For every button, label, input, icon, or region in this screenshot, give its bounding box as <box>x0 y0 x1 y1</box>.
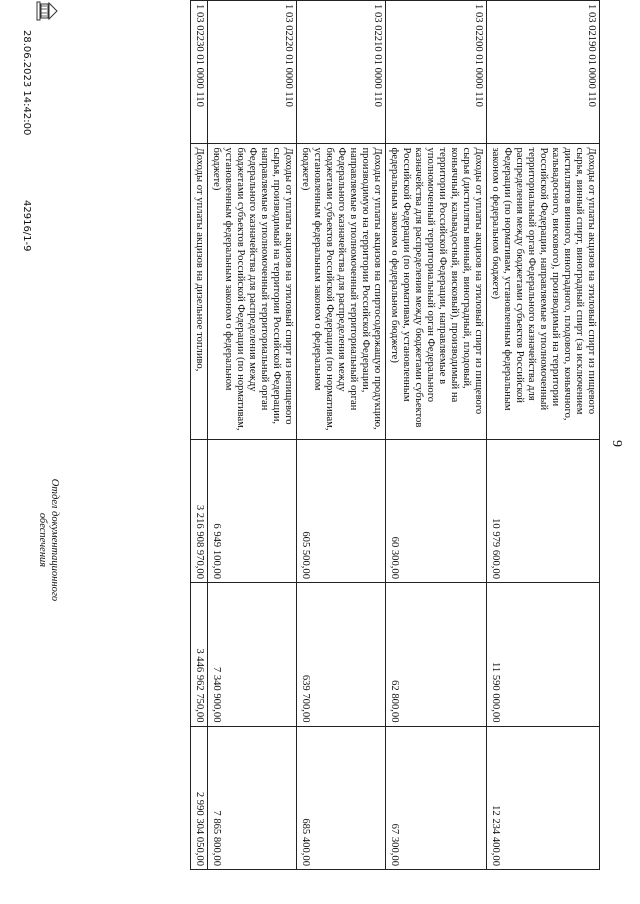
row-code: 1 03 02210 01 0000 110 <box>297 1 386 144</box>
table-row <box>191 1 208 870</box>
footer-doc-code: 42916/1-9 <box>21 200 32 252</box>
row-value-2: 639 700,00 <box>297 583 386 726</box>
table-row <box>487 1 600 870</box>
row-value-1: 605 500,00 <box>297 439 386 582</box>
table-row <box>386 1 487 870</box>
footer-date: 28.06.2023 14:42:00 <box>21 30 32 136</box>
row-name: Доходы от уплаты акцизов на этиловый спирт из пищевого сырья (дистилляты винный, виноградный, плодовый, коньячный, кальвадосный, висковый), производимый на территории Российской Федерации, направляемые в уполномоченный территориальный орган Федерального казначейства для распределения между бюджетами субъектов Российской Федерации (по нормативам, установленным федеральным законом о федеральном бюджете) <box>386 144 487 439</box>
row-value-3: 7 865 800,00 <box>208 726 297 870</box>
row-value-3: 12 234 400,00 <box>487 726 600 870</box>
row-name: Доходы от уплаты акцизов на этиловый спирт из пищевого сырья, винный спирт, виноградный спирт (за исключением дистиллятов винного, виноградного, плодового, коньячного, кальвадосного, вискового), производимый на территории Российской Федерации, направляемые в уполномоченный территориальный орган Федерального казначейства для распределения между бюджетами субъектов Российской Федерации (по нормативам, установленным федеральным законом о федеральном бюджете) <box>487 144 600 439</box>
table-row <box>208 1 297 870</box>
page-footer <box>10 0 80 904</box>
duma-emblem-icon <box>34 0 60 22</box>
row-code: 1 03 02190 01 0000 110 <box>487 1 600 144</box>
row-value-1: 3 216 908 970,00 <box>191 439 208 582</box>
row-value-3: 685 400,00 <box>297 726 386 870</box>
row-value-2: 11 590 000,00 <box>487 583 600 726</box>
revenue-table <box>190 0 600 870</box>
row-name: Доходы от уплаты акцизов на спиртосодержащую продукцию, производимую на территории Российской Федерации, направляемые в уполномоченный территориальный орган Федерального казначейства для распределения между бюджетами субъектов Российской Федерации (по нормативам, установленным федеральным законом о федеральном бюджете) <box>297 144 386 439</box>
row-value-3: 67 300,00 <box>386 726 487 870</box>
row-name: Доходы от уплаты акцизов на этиловый спирт из непищевого сырья, производимый на территории Российской Федерации, направляемые в уполномоченный территориальный орган Федерального казначейства для распределения между бюджетами субъектов Российской Федерации (по нормативам, установленным федеральным законом о федеральном бюджете) <box>208 144 297 439</box>
row-name: Доходы от уплаты акцизов на дизельное топливо, <box>191 144 208 439</box>
footer-department: Отдел документационного обеспечения <box>37 478 60 602</box>
table-row <box>297 1 386 870</box>
page-number: 9 <box>609 440 624 447</box>
row-value-1: 10 979 600,00 <box>487 439 600 582</box>
row-value-2: 62 800,00 <box>386 583 487 726</box>
row-code: 1 03 02230 01 0000 110 <box>191 1 208 144</box>
row-code: 1 03 02220 01 0000 110 <box>208 1 297 144</box>
row-value-2: 7 340 900,00 <box>208 583 297 726</box>
row-value-2: 3 446 962 750,00 <box>191 583 208 726</box>
row-code: 1 03 02200 01 0000 110 <box>386 1 487 144</box>
row-value-1: 6 949 100,00 <box>208 439 297 582</box>
row-value-3: 2 990 304 050,00 <box>191 726 208 870</box>
row-value-1: 60 300,00 <box>386 439 487 582</box>
